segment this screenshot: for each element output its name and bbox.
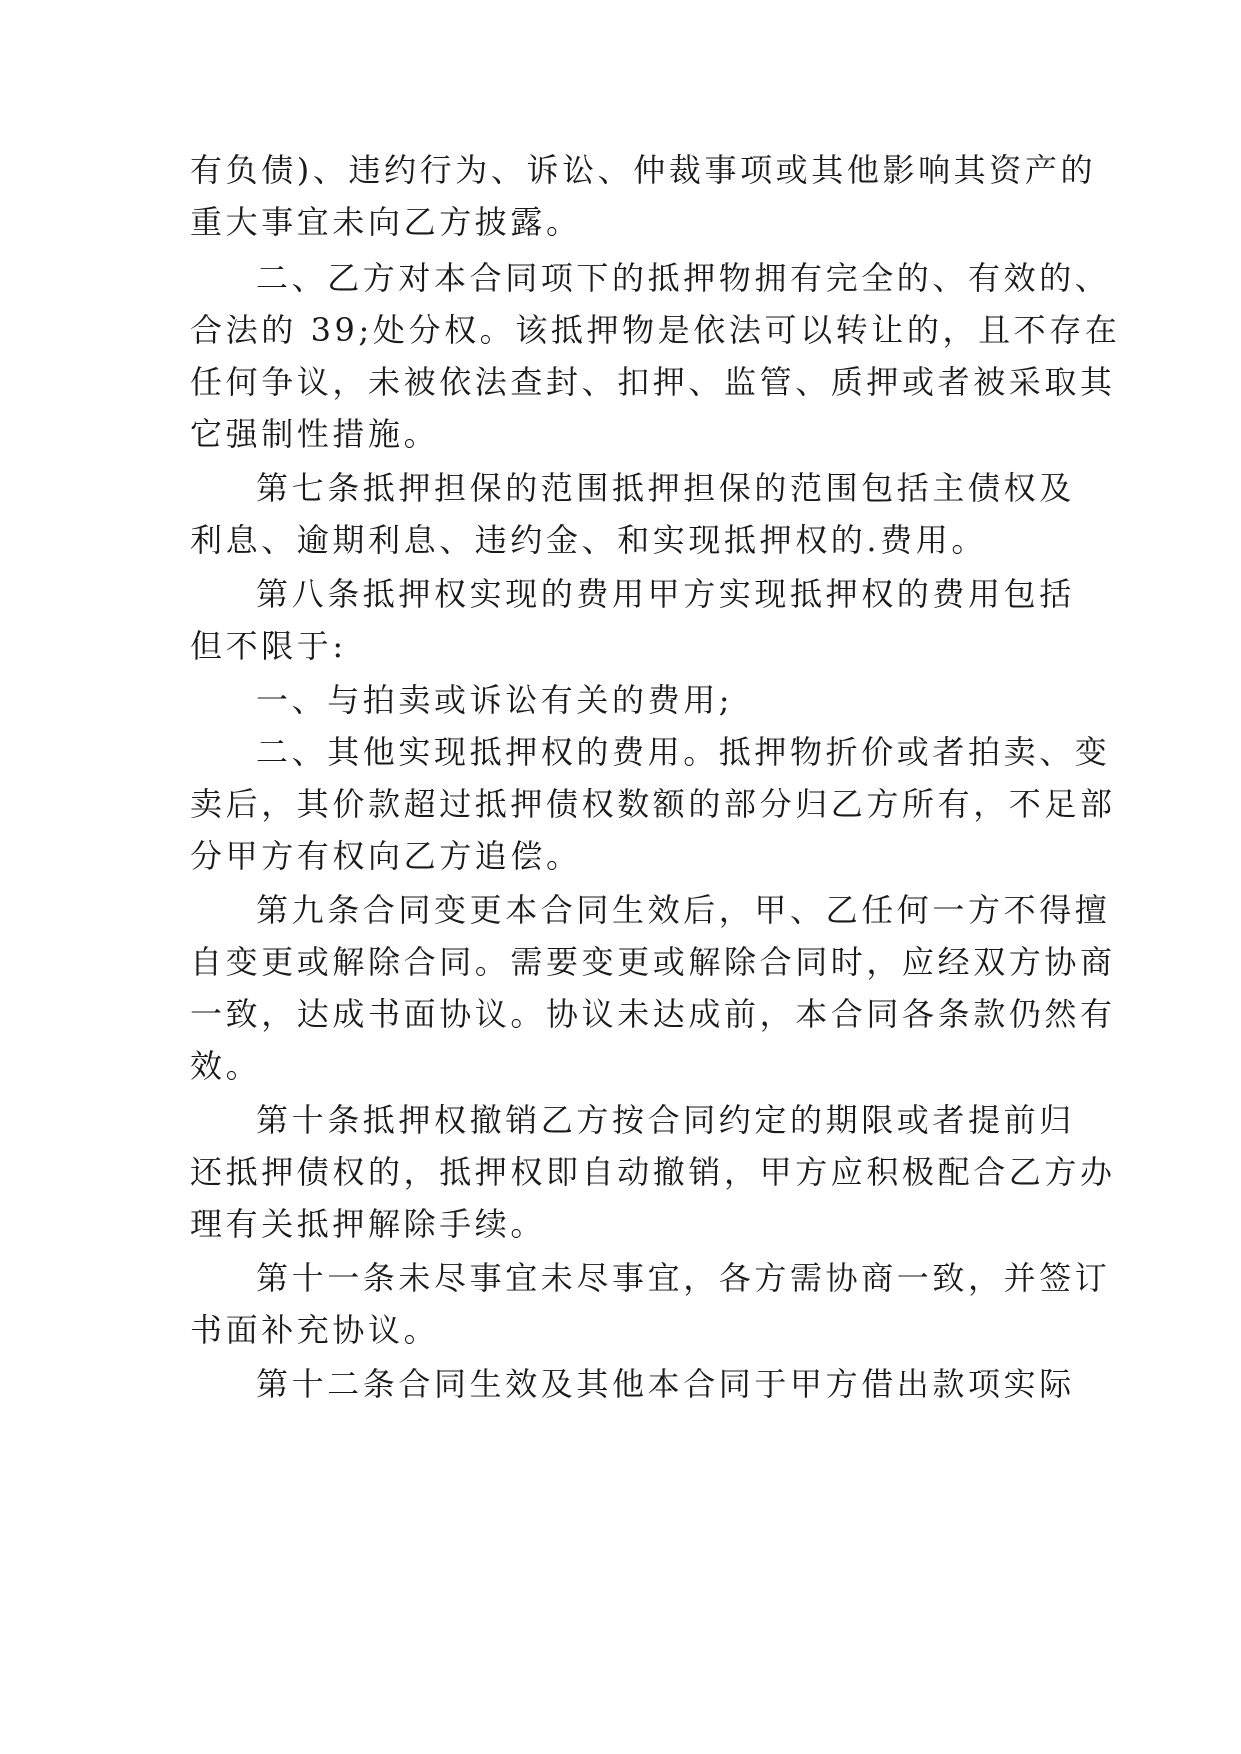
text-line: 有负债)、违约行为、诉讼、仲裁事项或其他影响其资产的 [190,151,1097,189]
text-line: 一、与拍卖或诉讼有关的费用; [256,681,734,719]
text-line: 第十条抵押权撤销乙方按合同约定的期限或者提前归 [256,1101,1075,1139]
text-line: 卖后，其价款超过抵押债权数额的部分归乙方所有，不足部 [190,785,1116,823]
text-line: 但不限于: [190,627,347,665]
text-line: 一致，达成书面协议。协议未达成前，本合同各条款仍然有 [190,995,1116,1033]
text-line: 第八条抵押权实现的费用甲方实现抵押权的费用包括 [256,575,1075,613]
text-line: 还抵押债权的，抵押权即自动撤销，甲方应积极配合乙方办 [190,1153,1116,1191]
text-line: 重大事宜未向乙方披露。 [190,203,582,241]
text-line: 二、其他实现抵押权的费用。抵押物折价或者拍卖、变 [256,733,1111,771]
text-line: 合法的 39;处分权。该抵押物是依法可以转让的，且不存在 [190,311,1121,349]
text-line: 第七条抵押担保的范围抵押担保的范围包括主债权及 [256,469,1075,507]
text-line: 第九条合同变更本合同生效后，甲、乙任何一方不得擅 [256,891,1111,929]
text-line: 二、乙方对本合同项下的抵押物拥有完全的、有效的、 [256,259,1111,297]
text-line: 分甲方有权向乙方追偿。 [190,837,582,875]
text-line: 理有关抵押解除手续。 [190,1205,547,1243]
text-line: 书面补充协议。 [190,1311,440,1349]
text-line: 效。 [190,1047,262,1085]
text-line: 任何争议，未被依法查封、扣押、监管、质押或者被采取其 [190,363,1116,401]
text-line: 第十二条合同生效及其他本合同于甲方借出款项实际 [256,1365,1075,1403]
text-line: 它强制性措施。 [190,415,440,453]
text-line: 第十一条未尽事宜未尽事宜，各方需协商一致，并签订 [256,1259,1111,1297]
text-line: 自变更或解除合同。需要变更或解除合同时，应经双方协商 [190,943,1116,981]
text-line: 利息、逾期利息、违约金、和实现抵押权的.费用。 [190,521,987,559]
